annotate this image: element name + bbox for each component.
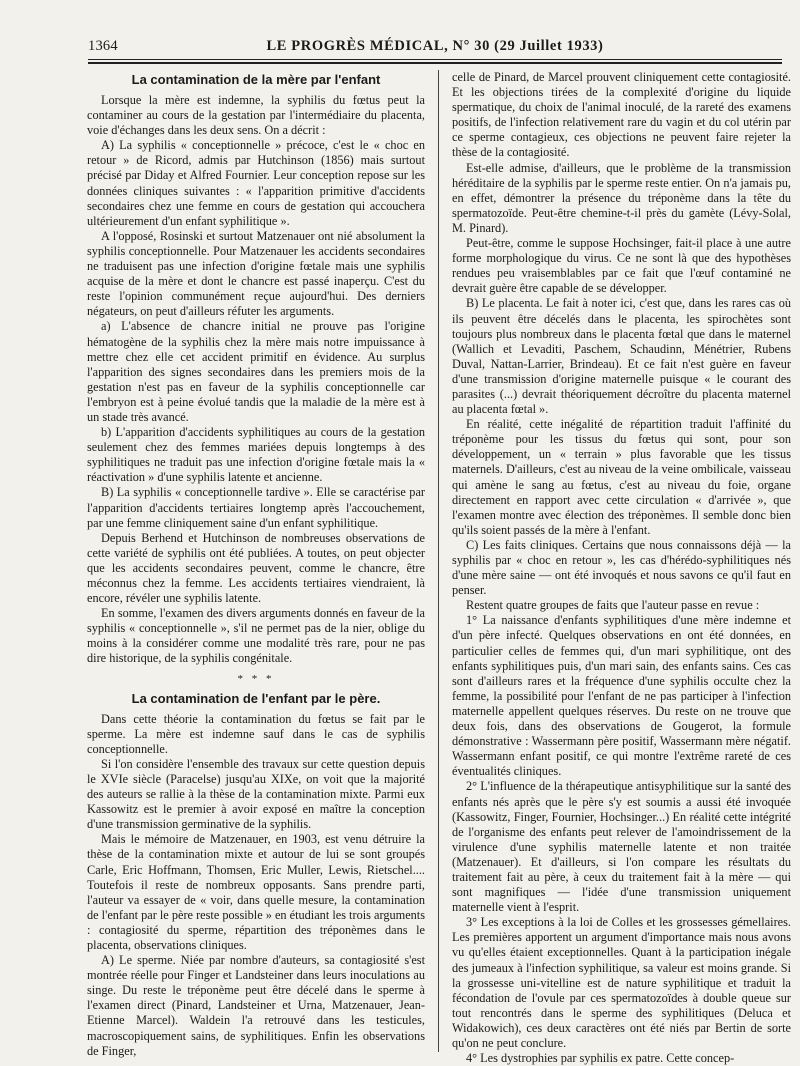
paragraph: Peut-être, comme le suppose Hochsinger, fait-il place à une autre forme morphologique du virus. Ce ne sont là que des hypothèses rendues peu vraisemblables par ce fait que l'œuf contaminé ne devrait guère être capable de se développer.	[452, 236, 791, 296]
paragraph: Restent quatre groupes de faits que l'auteur passe en revue :	[466, 598, 760, 613]
paragraph: Mais le mémoire de Matzenauer, en 1903, est venu détruire la thèse de la contamination mixte et autour de lui se sont groupés Carle, Eric Hoffmann, Thomsen, Eric Muller, Lewis, Rietschel.... Toutefois il reste de nombreux opposants. Sans prendre parti, l'auteur va essayer de « voir, dans quelle mesure, la contamination de l'enfant par le père reste possible » en étudiant les trois arguments : contagiosité du sperme, répartition des tréponèmes dans le placenta, observations cliniques.	[87, 832, 425, 952]
paragraph: 1° La naissance d'enfants syphilitiques d'une mère indemne et d'un père infecté. Quelques observations en ont été données, en particulier celles de femmes qui, d'un mari syphilitique, ont des enfants syphilitiques puis, d'un mari sain, des enfants sains. Ces cas sont d'ailleurs rares et la fréquence d'une syphilis occulte chez la femme, la possibilité pour l'enfant de ne pas participer à l'infection maternelle appellent quelques réserves. Du reste on ne trouve que deux fois, dans des observations de Gougerot, la formule démonstrative : Wassermann père positif, Wassermann mère négatif. Wassermann enfant positif, ce qui montre l'extrême rareté de ces éventualités cliniques.	[452, 613, 791, 779]
paragraph: Dans cette théorie la contamination du fœtus se fait par le sperme. La mère est indemne sauf dans le cas de syphilis conceptionnelle.	[87, 711, 425, 756]
paragraph: B) Le placenta. Le fait à noter ici, c'est que, dans les rares cas où ils peuvent être décelés dans le placenta, les spirochètes sont toujours plus nombreux dans le placenta fœtal que dans le maternel (Wallich et Levaditi, Paschem, Schaudinn, Ménétrier, Rubens Duval, Nattan-Larrier, Brindeau). Et ce fait n'est guère en faveur d'une transmission d'origine maternelle puisque « le courant des parasites (...) devrait théoriquement décroître du placenta maternel au placenta fœtal ».	[452, 296, 791, 417]
paragraph: a) L'absence de chancre initial ne prouve pas l'origine hématogène de la syphilis chez la mère mais notre impuissance à mettre chez elle cet accident primitif en évidence. Au surplus l'apparition des signes secondaires dans les premiers mois de la gestation n'est pas en faveur de la syphilis conceptionnelle car l'embryon est à peine évolué tandis que la maladie de la mère est à un stade très avancé.	[87, 319, 425, 424]
paragraph: En réalité, cette inégalité de répartition traduit l'affinité du tréponème pour les tissus du fœtus qui sont, pour son développement, un « terrain » plus favorable que les tissus maternels. D'ailleurs, c'est au niveau de la veine ombilicale, vaisseau qui amène le sang au fœtus, c'est au niveau du foie, organe directement en rapport avec cette circulation « d'arrivée », que l'examen montre avec élection des tréponèmes. Il semble donc bien qu'ils soient passés de la mère à l'enfant.	[452, 417, 791, 537]
paragraph: b) L'apparition d'accidents syphilitiques au cours de la gestation seulement chez des femmes mariées depuis longtemps à des syphilitiques ne traduit pas une infection d'origine fœtale mais la « réactivation » d'une syphilis latente et ancienne.	[87, 425, 425, 485]
paragraph: B) La syphilis « conceptionnelle tardive ». Elle se caractérise par l'apparition d'accidents tertiaires longtemp après l'accouchement, par une femme cliniquement saine d'un enfant syphilitique.	[87, 485, 425, 530]
column-divider	[438, 70, 439, 1052]
right-column	[452, 70, 791, 1066]
section-title-mother: La contamination de la mère par l'enfant	[131, 72, 381, 87]
paragraph: celle de Pinard, de Marcel prouvent cliniquement cette contagiosité. Et les objections tirées de la complexité d'origine du liquide spermatique, du choix de l'animal inoculé, de la rareté des examens positifs, de l'infection relativement rare du vagin et du col utérin par ce sperme contagieux, ces objections ne peuvent faire rejeter la thèse de la contagiosité.	[452, 70, 791, 160]
paragraph: 4° Les dystrophies par syphilis ex patre. Cette concep-	[466, 1051, 735, 1066]
paragraph: Si l'on considère l'ensemble des travaux sur cette question depuis le XVIe siècle (Paracelse) jusqu'au XIXe, on voit que la majorité des auteurs se rallie à la thèse de la contamination mixte. Parmi eux Kassowitz est le premier à avoir exposé en maître la conception d'une transmission germinative de la syphilis.	[87, 756, 425, 832]
paragraph: Lorsque la mère est indemne, la syphilis du fœtus peut la contaminer au cours de la gestation par l'intermédiaire du placenta, voie d'échanges dans les deux sens. On a décrit :	[87, 93, 425, 138]
section-separator-stars: * * *	[237, 672, 275, 685]
page-number: 1364	[88, 38, 118, 54]
section-title-father: La contamination de l'enfant par le père.	[131, 690, 381, 706]
paragraph: En somme, l'examen des divers arguments donnés en faveur de la syphilis « conceptionnelle », s'il ne permet pas de la nier, oblige du moins à la considérer comme une modalité très rare, pour ne pas dire historique, de la syphilis congénitale.	[87, 606, 425, 666]
running-title: LE PROGRÈS MÉDICAL, N° 30 (29 Juillet 1933)	[266, 38, 604, 54]
paragraph: A) La syphilis « conceptionnelle » précoce, c'est le « choc en retour » de Ricord, admis par Hutchinson (1856) mais surtout précisé par Diday et Alfred Fournier. Leur conception repose sur les données cliniques suivantes : « l'apparition primitive d'accidents secondaires chez une femme en cours de gestation qui accouchera ultérieurement d'un enfant syphilitique ».	[87, 138, 425, 228]
paragraph: Depuis Berhend et Hutchinson de nombreuses observations de cette variété de syphilis ont été publiées. A toutes, on peut objecter que les accidents secondaires peuvent, comme le chancre, être méconnus chez la femme. Les accidents tertiaires viendraient, là encore, révéler une syphilis latente.	[87, 530, 425, 606]
paragraph: Est-elle admise, d'ailleurs, que le problème de la transmission héréditaire de la syphilis par le sperme reste entier. On n'a jamais pu, en effet, démontrer la présence du tréponème dans la tête du spermatozoïde. Peut-être chemine-t-il près du gamète (Lévy-Solal, M. Pinard).	[452, 160, 791, 235]
header-rule-thick	[88, 62, 782, 64]
left-column	[87, 70, 425, 1058]
page-header	[88, 34, 782, 58]
paragraph: A) Le sperme. Niée par nombre d'auteurs, sa contagiosité s'est montrée réelle pour Finger et Landsteiner dans leurs inoculations au singe. Du reste le tréponème peut être décelé dans le sperme à l'examen direct (Pinard, Landsteiner et Urna, Matzenauer, Jean-Etienne Marcel). Waldein l'a retrouvé dans les testicules, macroscopiquement sains, de syphilitiques. Enfin les observations de Finger,	[87, 953, 425, 1058]
header-rule	[88, 59, 782, 60]
paragraph: A l'opposé, Rosinski et surtout Matzenauer ont nié absolument la syphilis conceptionnelle. Pour Matzenauer les accidents secondaires ne traduisent pas une infection d'origine fœtale mais une syphilis acquise de la mère et dont le chancre est passé inaperçu. C'est du reste l'opinion communément reçue aujourd'hui. Des derniers négateurs, on peut d'ailleurs réfuter les arguments.	[87, 228, 425, 319]
paragraph: C) Les faits cliniques. Certains que nous connaissons déjà — la syphilis par « choc en retour », les cas d'hérédo-syphilitiques nés d'une mère saine — ont été invoqués et nous savons ce qu'il faut en penser.	[452, 537, 791, 598]
paragraph: 3° Les exceptions à la loi de Colles et les grossesses gémellaires. Les premières apportent un argument d'importance mais nous avons vu qu'elles étaient exceptionnelles. Quant à la participation inégale des jumeaux à l'infection syphilitique, sa valeur est moins grande. Si la grossesse uni-vitelline est de nature syphilitique et traduit la fécondation de l'ovule par ces spermatozoïdes à double queue sur tout rencontrés dans le sperme des syphilitiques (Deluca et Widakowich), ces deux caractères ont été niés par Bertin de sorte qu'on ne peut conclure.	[452, 915, 791, 1050]
paragraph: 2° L'influence de la thérapeutique antisyphilitique sur la santé des enfants nés après que le père s'y est soumis a aussi été invoquée (Kassowitz, Finger, Fournier, Hochsinger...) En réalité cette intégrité de l'organisme des enfants peut relever de l'amoindrissement de la virulence d'une syphilis maternelle latente et non traitée (Matzenauer). Et d'ailleurs, si l'on compare les résultats du traitement fait au père, à ceux du traitement fait à la mère — qui sont magnifiques — l'idée d'une transmission uniquement maternelle vient à l'esprit.	[452, 779, 791, 915]
